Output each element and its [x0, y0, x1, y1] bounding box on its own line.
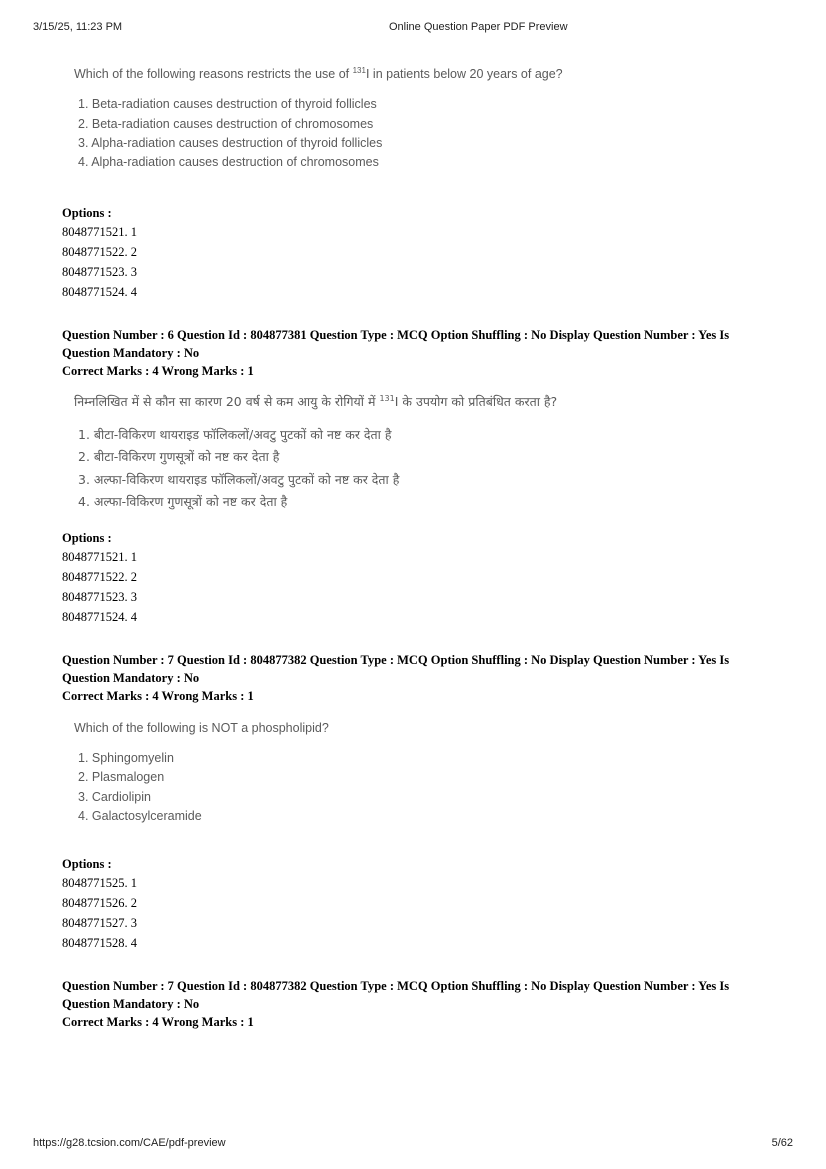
- question-option: 4. Galactosylceramide: [78, 809, 202, 824]
- question-meta-q7-hindi: [62, 977, 782, 1031]
- question-meta-line: Question Number : 7 Question Id : 804877382 Question Type : MCQ Option Shuffling : No Display Question Number : Yes Is: [62, 979, 730, 993]
- question-meta-q6: [62, 326, 782, 380]
- print-datetime: 3/15/25, 11:23 PM: [33, 21, 123, 33]
- option-id: 8048771522. 2: [62, 570, 137, 584]
- question-meta-line: Question Mandatory : No: [62, 671, 200, 685]
- question-image-q5-english: [62, 66, 662, 175]
- option-id: 8048771521. 1: [62, 225, 137, 239]
- question-text: निम्नलिखित में से कौन सा कारण 20 वर्ष से कम आयु के रोगियों में $^{131}$I के उपयोग को प्रतिबंधित करता है?: [74, 393, 558, 409]
- question-option: 2. Beta-radiation causes destruction of chromosomes: [78, 116, 374, 131]
- question-meta-line: Question Number : 6 Question Id : 804877381 Question Type : MCQ Option Shuffling : No Display Question Number : Yes Is: [62, 328, 730, 342]
- question-meta-line: Question Mandatory : No: [62, 346, 200, 360]
- option-id: 8048771524. 4: [62, 610, 137, 624]
- option-id: 8048771523. 3: [62, 590, 137, 604]
- option-id: 8048771524. 4: [62, 285, 137, 299]
- question-text: Which of the following is NOT a phospholipid?: [74, 721, 329, 735]
- page-url: https://g28.tcsion.com/CAE/pdf-preview: [33, 1137, 226, 1149]
- option-id: 8048771523. 3: [62, 265, 137, 279]
- question-image-q6-hindi: [62, 393, 662, 516]
- question-option: 3. अल्फा-विकिरण थायराइड फॉलिकलों/अवटु पुटकों को नष्ट कर देता है: [78, 471, 400, 487]
- options-label: Options :: [62, 206, 112, 220]
- marks-line: Correct Marks : 4 Wrong Marks : 1: [62, 689, 254, 703]
- marks-line: Correct Marks : 4 Wrong Marks : 1: [62, 364, 254, 378]
- question-meta-line: Question Number : 7 Question Id : 804877382 Question Type : MCQ Option Shuffling : No Display Question Number : Yes Is: [62, 653, 730, 667]
- question-option: 3. Cardiolipin: [78, 789, 151, 804]
- question-option: 1. Beta-radiation causes destruction of thyroid follicles: [78, 97, 377, 112]
- options-block-q7: [62, 855, 782, 953]
- question-option: 2. Plasmalogen: [78, 770, 165, 785]
- marks-line: Correct Marks : 4 Wrong Marks : 1: [62, 1015, 254, 1029]
- option-id: 8048771525. 1: [62, 876, 137, 890]
- question-meta-line: Question Mandatory : No: [62, 997, 200, 1011]
- option-id: 8048771526. 2: [62, 896, 137, 910]
- question-meta-q7: [62, 651, 782, 705]
- option-id: 8048771527. 3: [62, 916, 137, 930]
- question-option: 4. अल्फा-विकिरण गुणसूत्रों को नष्ट कर देता है: [78, 494, 288, 510]
- question-image-q7-english: [62, 721, 662, 829]
- option-id: 8048771522. 2: [62, 245, 137, 259]
- question-option: 4. Alpha-radiation causes destruction of chromosomes: [78, 155, 379, 170]
- option-id: 8048771521. 1: [62, 550, 137, 564]
- option-id: 8048771528. 4: [62, 936, 137, 950]
- options-block-q6: [62, 529, 782, 627]
- question-option: 1. Sphingomyelin: [78, 751, 174, 765]
- options-label: Options :: [62, 531, 112, 545]
- question-option: 1. बीटा-विकिरण थायराइड फॉलिकलों/अवटु पुटकों को नष्ट कर देता है: [78, 427, 392, 442]
- options-block-q5: [62, 204, 782, 302]
- question-option: 2. बीटा-विकिरण गुणसूत्रों को नष्ट कर देता है: [78, 449, 280, 465]
- question-option: 3. Alpha-radiation causes destruction of thyroid follicles: [78, 135, 383, 150]
- options-label: Options :: [62, 857, 112, 871]
- question-text: Which of the following reasons restricts the use of $^{131}$I in patients below 20 years of age?: [74, 66, 563, 82]
- print-title: Online Question Paper PDF Preview: [389, 21, 568, 33]
- page-number: 5/62: [771, 1137, 793, 1149]
